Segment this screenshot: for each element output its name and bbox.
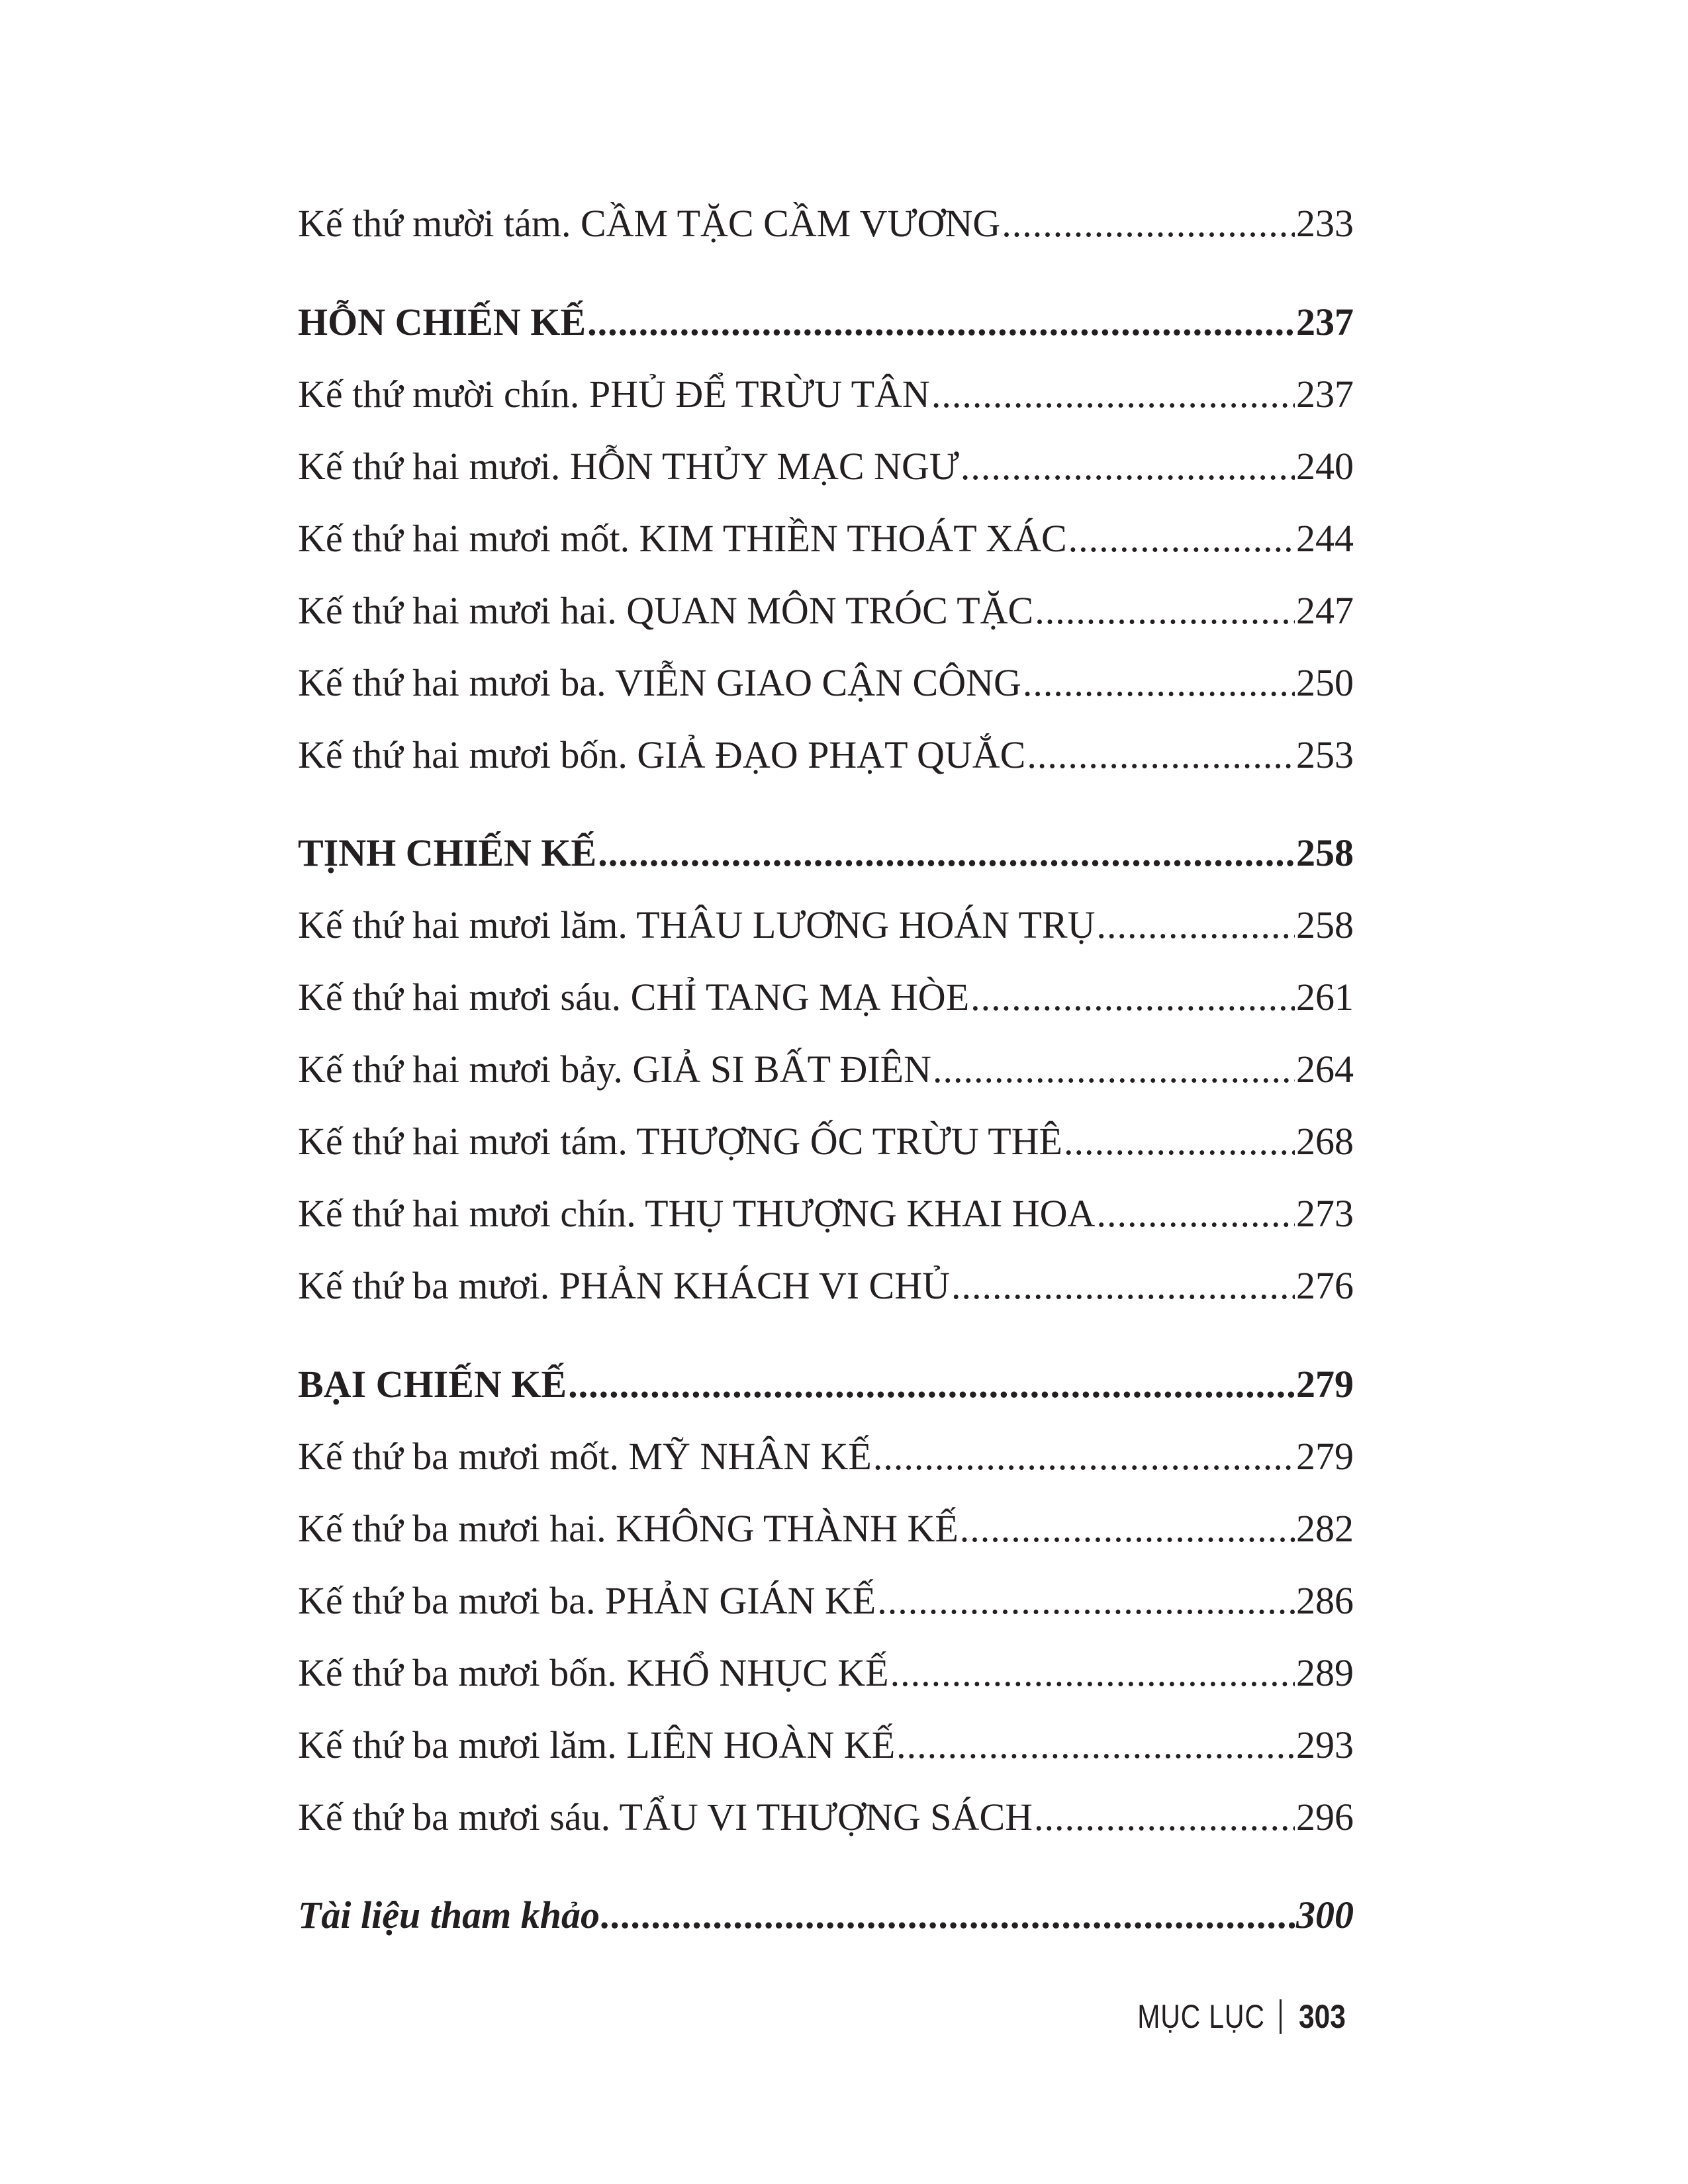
toc-entry-page: 273 (1296, 1192, 1354, 1235)
toc-references-entry (298, 1889, 1354, 1942)
toc-entry (298, 1430, 1354, 1483)
toc-entry-title: Kế thứ ba mươi. PHẢN KHÁCH VI CHỦ (298, 1264, 951, 1307)
dot-leader (1027, 729, 1295, 782)
dot-leader (896, 1719, 1295, 1772)
dot-leader (1096, 899, 1295, 952)
toc-entry (298, 729, 1354, 782)
toc-entry-title: Kế thứ mười tám. CẦM TẶC CẦM VƯƠNG (298, 202, 1001, 245)
toc-entry (298, 512, 1354, 565)
toc-entry-title: Kế thứ hai mươi lăm. THÂU LƯƠNG HOÁN TRỤ (298, 903, 1096, 946)
toc-entry-title: Kế thứ ba mươi mốt. MỸ NHÂN KẾ (298, 1435, 872, 1478)
dot-leader (1068, 512, 1295, 565)
toc-entry-page: 258 (1296, 903, 1354, 946)
toc-entry (298, 657, 1354, 709)
toc-section-heading (298, 827, 1354, 880)
dot-leader (568, 1358, 1295, 1411)
toc-entry-page: 240 (1296, 445, 1354, 488)
toc-entry (298, 440, 1354, 493)
toc-entry-title: Kế thứ hai mươi bảy. GIẢ SI BẤT ĐIÊN (298, 1048, 931, 1091)
toc-entry-page: 237 (1296, 300, 1354, 343)
toc-entry-title: Kế thứ hai mươi ba. VIỄN GIAO CẬN CÔNG (298, 661, 1021, 704)
dot-leader (598, 827, 1295, 880)
toc-entry-title: Kế thứ ba mươi lăm. LIÊN HOÀN KẾ (298, 1723, 896, 1766)
dot-leader (1064, 1115, 1295, 1168)
toc-entry-page: 282 (1296, 1507, 1354, 1550)
dot-leader (960, 1502, 1295, 1555)
toc-entry (298, 1115, 1354, 1168)
dot-leader (1002, 197, 1295, 250)
toc-entry-title: Kế thứ ba mươi ba. PHẢN GIÁN KẾ (298, 1579, 876, 1622)
dot-leader (970, 971, 1295, 1024)
toc-entry-page: 279 (1296, 1363, 1354, 1406)
dot-leader (961, 440, 1295, 493)
footer-divider (1280, 1999, 1282, 2034)
toc-entry-title: Kế thứ hai mươi. HỖN THỦY MẠC NGƯ (298, 445, 959, 488)
toc-entry (298, 1043, 1354, 1096)
toc-entry-title: Tài liệu tham khảo (298, 1893, 600, 1936)
toc-section-heading (298, 1358, 1354, 1411)
toc-entry (298, 971, 1354, 1024)
toc-entry-title: Kế thứ mười chín. PHỦ ĐỂ TRỪU TÂN (298, 373, 930, 416)
toc-entry-title: Kế thứ hai mươi hai. QUAN MÔN TRÓC TẶC (298, 589, 1034, 632)
dot-leader (587, 296, 1295, 349)
dot-leader (1096, 1187, 1295, 1240)
toc-entry-title: Kế thứ hai mươi sáu. CHỈ TANG MẠ HÒE (298, 976, 970, 1019)
dot-leader (1034, 1791, 1295, 1844)
toc-entry (298, 1574, 1354, 1627)
toc-entry-page: 258 (1296, 831, 1354, 874)
toc-entry-page: 253 (1296, 733, 1354, 776)
dot-leader (877, 1574, 1295, 1627)
toc-entry-page: 286 (1296, 1579, 1354, 1622)
toc-entry-page: 293 (1296, 1723, 1354, 1766)
page-number: 303 (1298, 1998, 1346, 2035)
toc-section-heading (298, 296, 1354, 349)
toc-entry-page: 300 (1296, 1893, 1354, 1936)
page-footer (1109, 1993, 1354, 2040)
footer-section-label: MỤC LỤC (1137, 1998, 1265, 2035)
toc-entry-page: 264 (1296, 1048, 1354, 1091)
toc-entry (298, 197, 1354, 250)
toc-entry-page: 261 (1296, 976, 1354, 1019)
toc-entry-title: Kế thứ hai mươi tám. THƯỢNG ỐC TRỪU THÊ (298, 1120, 1062, 1163)
dot-leader (933, 1043, 1295, 1096)
toc-entry (298, 1187, 1354, 1240)
dot-leader (1035, 584, 1295, 637)
toc-entry (298, 899, 1354, 952)
toc-entry (298, 368, 1354, 421)
dot-leader (951, 1259, 1295, 1312)
toc-entry-title: Kế thứ hai mươi mốt. KIM THIỀN THOÁT XÁC (298, 517, 1067, 560)
dot-leader (931, 368, 1295, 421)
toc-entry-page: 296 (1296, 1796, 1354, 1839)
toc-entry-page: 289 (1296, 1651, 1354, 1694)
toc-entry-page: 233 (1296, 202, 1354, 245)
dot-leader (601, 1889, 1295, 1942)
toc-entry-page: 247 (1296, 589, 1354, 632)
dot-leader (1023, 657, 1295, 709)
toc-entry-title: TỊNH CHIẾN KẾ (298, 831, 597, 874)
dot-leader (873, 1430, 1295, 1483)
toc-entry-title: BẠI CHIẾN KẾ (298, 1363, 567, 1406)
toc-entry-page: 237 (1296, 373, 1354, 416)
toc-entry-page: 244 (1296, 517, 1354, 560)
toc-entry (298, 584, 1354, 637)
toc-entry-title: Kế thứ ba mươi hai. KHÔNG THÀNH KẾ (298, 1507, 959, 1550)
toc-entry-page: 268 (1296, 1120, 1354, 1163)
toc-entry-page: 276 (1296, 1264, 1354, 1307)
toc-entry (298, 1502, 1354, 1555)
toc-entry-page: 279 (1296, 1435, 1354, 1478)
toc-entry (298, 1647, 1354, 1700)
dot-leader (890, 1647, 1295, 1700)
toc-entry-title: Kế thứ hai mươi chín. THỤ THƯỢNG KHAI HOA (298, 1192, 1096, 1235)
toc-entry (298, 1719, 1354, 1772)
toc-entry-title: Kế thứ ba mươi bốn. KHỔ NHỤC KẾ (298, 1651, 889, 1694)
toc-entry-title: HỖN CHIẾN KẾ (298, 300, 586, 343)
toc-entry (298, 1259, 1354, 1312)
toc-entry-page: 250 (1296, 661, 1354, 704)
toc-entry-title: Kế thứ hai mươi bốn. GIẢ ĐẠO PHẠT QUẮC (298, 733, 1026, 776)
toc-entry-title: Kế thứ ba mươi sáu. TẨU VI THƯỢNG SÁCH (298, 1796, 1033, 1839)
toc-entry (298, 1791, 1354, 1844)
